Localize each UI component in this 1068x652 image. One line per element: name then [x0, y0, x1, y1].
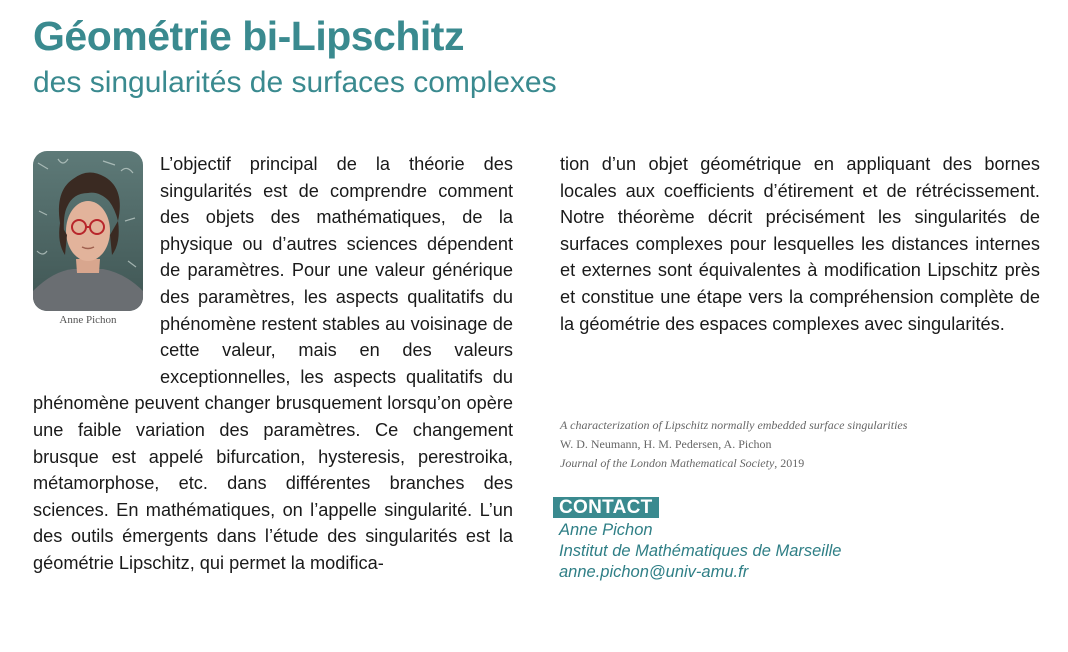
portrait-photo — [33, 151, 143, 311]
reference-year: , 2019 — [774, 456, 805, 470]
article-subtitle: des singularités de surfaces complexes — [33, 66, 557, 99]
reference-journal-line — [560, 454, 907, 473]
reference-journal: Journal of the London Mathematical Society — [560, 456, 775, 470]
reference-authors: W. D. Neumann, H. M. Pedersen, A. Pichon — [560, 437, 772, 451]
reference-title: A characterization of Lipschitz normally embedded surface singularities — [560, 418, 908, 432]
contact-name: Anne Pichon — [559, 521, 653, 539]
article-title: Géométrie bi-Lipschitz — [33, 13, 464, 59]
contact-email[interactable]: anne.pichon@univ-amu.fr — [559, 563, 749, 581]
article-column-2: tion d’un objet géométrique en appliquant des bornes locales aux coefficients d’étirement et de rétrécissement. Notre théorème décrit précisément les singularités de surfaces complexes pour lesquelles les distances internes et externes sont équivalentes à modification Lipschitz près et constitue une étape vers la compréhension complète de la géométrie des espaces complexes avec singularités. — [560, 154, 1040, 334]
contact-label: CONTACT — [553, 497, 659, 518]
contact-institution: Institut de Mathématiques de Marseille — [559, 542, 842, 560]
column-1-text: L’objectif principal de la théorie des singularités est de comprendre comment des objets des mathématiques, de la physique ou d’autres sciences dépendent de paramètres. Pour une valeur générique des paramètres, les aspects qualitatifs du phénomène restent stables au voisinage de cette valeur, mais en des valeurs exceptionnelles, les aspects qualitatifs du phénomène peuvent changer brusquement lorsqu’on opère une faible variation des paramètres. Ce changement brusque est appelé bifurcation, hysteresis, perestroika, métamorphose, etc. dans différentes branches des sciences. En mathématiques, on l’appelle singularité. L’un des outils émergents dans l’étude des singularités est la géométrie Lipschitz, qui permet la modifica- — [33, 154, 513, 573]
contact-block — [559, 520, 841, 583]
reference-block — [560, 416, 907, 473]
portrait-caption: Anne Pichon — [59, 314, 117, 326]
